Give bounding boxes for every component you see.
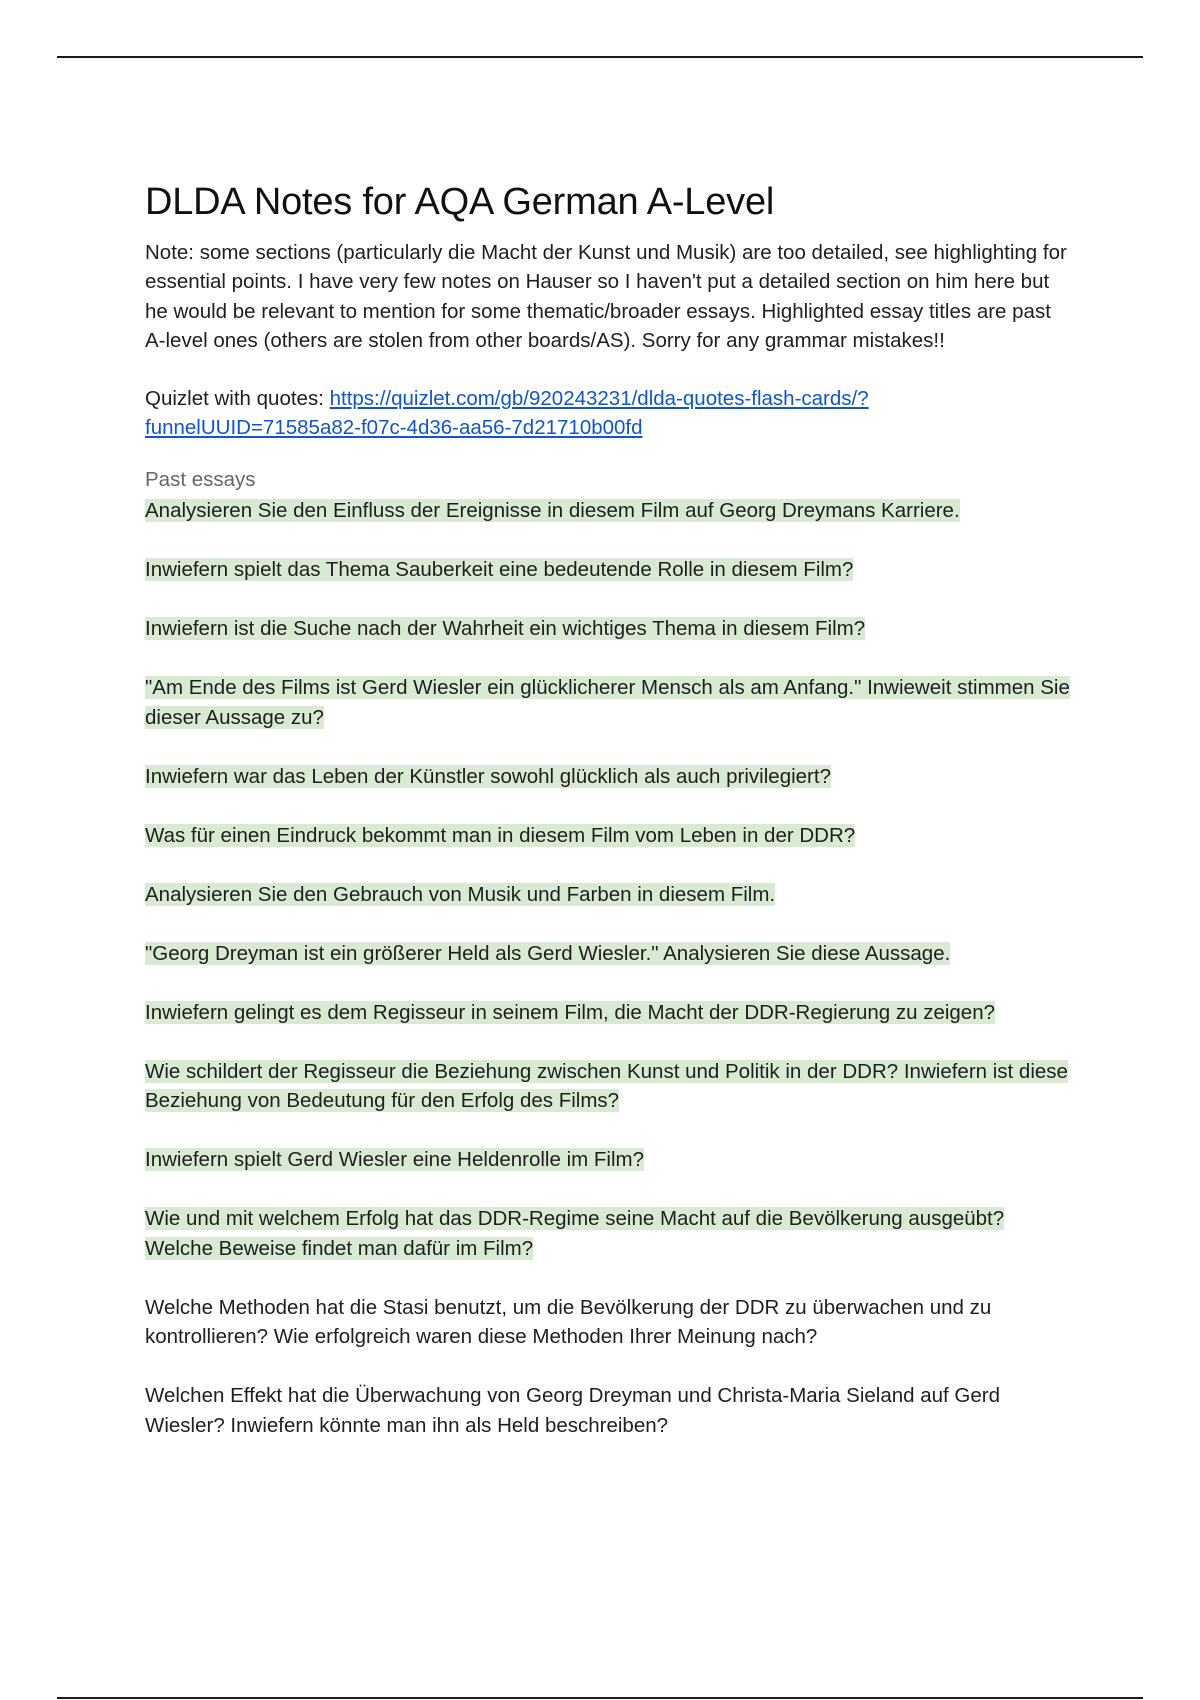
essay-text: Inwiefern gelingt es dem Regisseur in seinem Film, die Macht der DDR-Regierung zu zeigen? — [145, 1000, 995, 1024]
essay-list — [145, 496, 1075, 1440]
essay-item — [145, 673, 1075, 732]
essay-text: Wie und mit welchem Erfolg hat das DDR-Regime seine Macht auf die Bevölkerung ausgeübt? Welche Beweise findet man dafür im Film? — [145, 1207, 1005, 1260]
document-body — [145, 180, 1075, 1470]
essay-text: Inwiefern war das Leben der Künstler sowohl glücklich als auch privilegiert? — [145, 764, 831, 788]
essay-text: Wie schildert der Regisseur die Beziehung zwischen Kunst und Politik in der DDR? Inwiefern ist diese Beziehung von Bedeutung für den Erfolg des Films? — [145, 1059, 1068, 1113]
essay-item — [145, 496, 1075, 526]
top-rule — [57, 56, 1143, 58]
essay-item — [145, 1204, 1075, 1263]
essay-text: "Am Ende des Films ist Gerd Wiesler ein glücklicherer Mensch als am Anfang." Inwieweit stimmen Sie dieser Aussage zu? — [145, 676, 1070, 729]
quizlet-link-line2: funnelUUID=71585a82-f07c-4d36-aa56-7d21710b00fd — [145, 416, 643, 440]
essay-item — [145, 614, 1075, 644]
essay-text: Inwiefern spielt das Thema Sauberkeit eine bedeutende Rolle in diesem Film? — [145, 558, 854, 582]
quizlet-label: Quizlet with quotes: — [145, 386, 330, 410]
essay-item — [145, 821, 1075, 851]
essay-item — [145, 998, 1075, 1028]
essay-text: Was für einen Eindruck bekommt man in diesem Film vom Leben in der DDR? — [145, 823, 856, 847]
quizlet-paragraph — [145, 384, 1075, 443]
essay-text: Inwiefern ist die Suche nach der Wahrheit ein wichtiges Thema in diesem Film? — [145, 617, 866, 641]
essay-text: Welchen Effekt hat die Überwachung von Georg Dreyman und Christa-Maria Sieland auf Gerd Wiesler? Inwiefern könnte man ihn als Held beschreiben? — [145, 1384, 1000, 1437]
essay-item — [145, 762, 1075, 792]
essay-item — [145, 1293, 1075, 1352]
essay-text: Analysieren Sie den Einfluss der Ereignisse in diesem Film auf Georg Dreymans Karriere. — [145, 499, 960, 523]
essay-text: Welche Methoden hat die Stasi benutzt, um die Bevölkerung der DDR zu überwachen und zu kontrollieren? Wie erfolgreich waren diese Methoden Ihrer Meinung nach? — [145, 1295, 992, 1349]
essay-text: Inwiefern spielt Gerd Wiesler eine Heldenrolle im Film? — [145, 1148, 645, 1172]
essay-item — [145, 555, 1075, 585]
essay-item — [145, 1057, 1075, 1116]
document-title: DLDA Notes for AQA German A-Level — [145, 181, 775, 223]
essay-item — [145, 939, 1075, 969]
essay-text: "Georg Dreyman ist ein größerer Held als Gerd Wiesler." Analysieren Sie diese Aussage. — [145, 941, 951, 965]
bottom-rule — [57, 1697, 1143, 1699]
quizlet-link-line1: https://quizlet.com/gb/920243231/dlda-quotes-flash-cards/? — [329, 386, 869, 410]
intro-note: Note: some sections (particularly die Macht der Kunst und Musik) are too detailed, see highlighting for essential points. I have very few notes on Hauser so I haven't put a detailed section on him here but he would be relevant to mention for some thematic/broader essays. Highlighted essay titles are past A-level ones (others are stolen from other boards/AS). Sorry for any grammar mistakes!! — [145, 240, 1067, 353]
essay-item — [145, 880, 1075, 910]
essay-item — [145, 1145, 1075, 1175]
essay-item — [145, 1381, 1075, 1440]
essay-text: Analysieren Sie den Gebrauch von Musik und Farben in diesem Film. — [145, 882, 776, 906]
past-essays-heading: Past essays — [145, 467, 256, 491]
